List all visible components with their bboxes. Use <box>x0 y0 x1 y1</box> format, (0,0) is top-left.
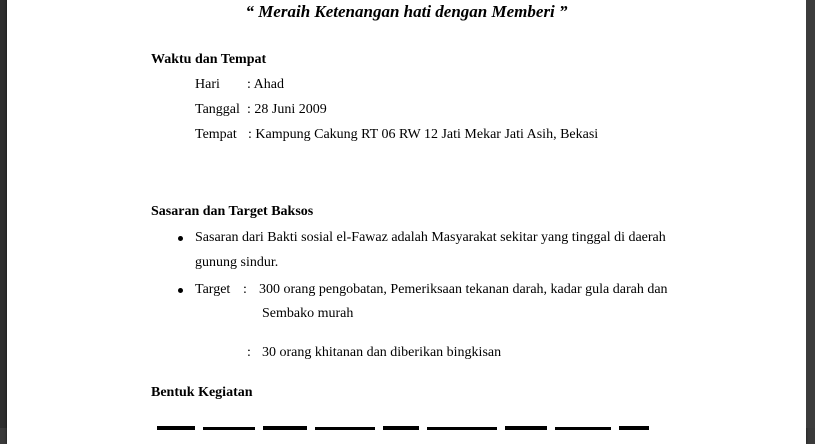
document-title: “ Meraih Ketenangan hati dengan Memberi ” <box>245 2 568 21</box>
target-line-2: Sembako murah <box>262 306 354 321</box>
heading-bentuk-kegiatan: Bentuk Kegiatan <box>151 385 253 400</box>
target-line-1: 300 orang pengobatan, Pemeriksaan tekanan darah, kadar gula darah dan <box>259 282 668 297</box>
sasaran-line-1: Sasaran dari Bakti sosial el-Fawaz adalah Masyarakat sekitar yang tinggal di daerah <box>195 230 666 245</box>
value-tempat: : Kampung Cakung RT 06 RW 12 Jati Mekar Jati Asih, Bekasi <box>248 127 599 142</box>
khitanan-line: 30 orang khitanan dan diberikan bingkisan <box>262 345 502 360</box>
bullet-icon <box>178 288 183 293</box>
document-page <box>7 0 806 444</box>
target-colon: : <box>243 282 247 297</box>
label-tempat: Tempat <box>195 127 237 142</box>
target-label: Target <box>195 282 231 297</box>
heading-sasaran-target: Sasaran dan Target Baksos <box>151 204 314 219</box>
label-tanggal: Tanggal <box>195 102 240 117</box>
khitanan-colon: : <box>247 345 251 360</box>
bullet-icon <box>178 236 183 241</box>
label-hari: Hari <box>195 77 220 92</box>
sasaran-line-2: gunung sindur. <box>195 255 279 270</box>
heading-waktu-tempat: Waktu dan Tempat <box>151 52 267 67</box>
value-hari: : Ahad <box>247 77 284 92</box>
viewer-right-edge <box>806 0 815 428</box>
cut-off-text-line <box>157 426 657 432</box>
viewer-left-edge <box>0 0 7 428</box>
value-tanggal: : 28 Juni 2009 <box>247 102 327 117</box>
